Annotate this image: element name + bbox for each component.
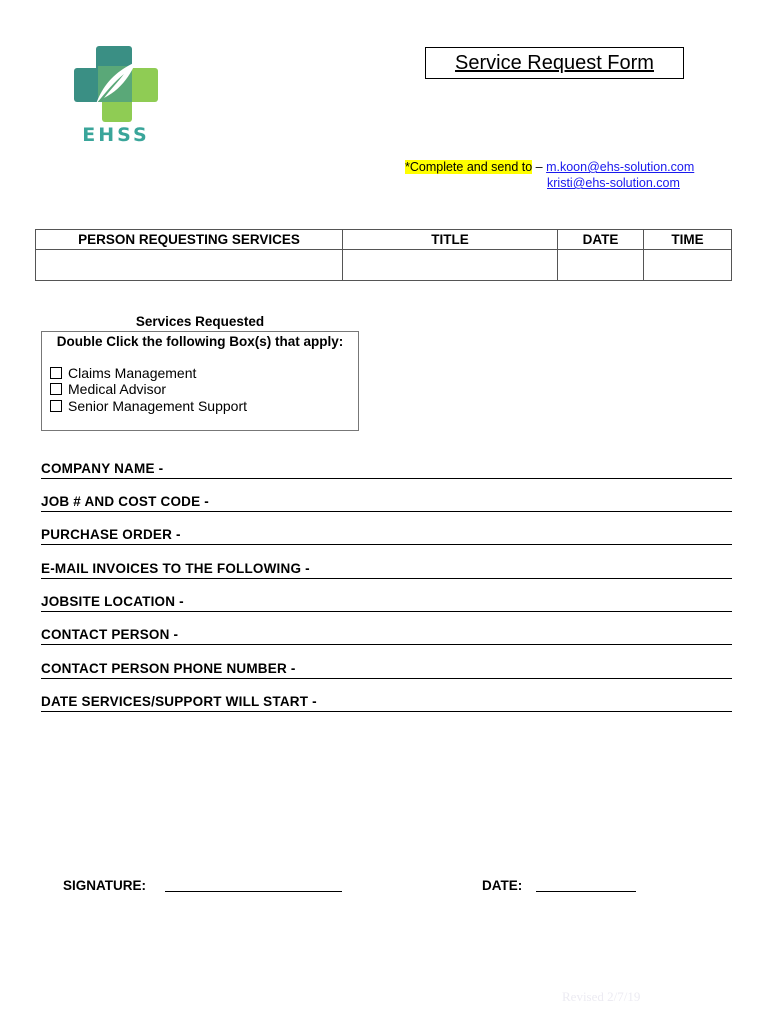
email-link-mkoon[interactable]: m.koon@ehs-solution.com: [546, 160, 695, 174]
signature-line[interactable]: [165, 891, 342, 892]
checkbox[interactable]: [50, 367, 62, 379]
company-name-field[interactable]: COMPANY NAME -: [41, 461, 732, 479]
checkbox[interactable]: [50, 400, 62, 412]
form-title: Service Request Form: [455, 51, 654, 74]
jobsite-location-field[interactable]: JOBSITE LOCATION -: [41, 594, 732, 612]
job-cost-code-field[interactable]: JOB # AND COST CODE -: [41, 494, 732, 512]
services-box: [41, 331, 359, 431]
services-instruction: Double Click the following Box(s) that apply:: [56, 334, 344, 349]
request-table: [35, 229, 732, 281]
email-link-kristi[interactable]: kristi@ehs-solution.com: [547, 176, 680, 190]
send-to-dash: –: [535, 160, 543, 174]
purchase-order-field[interactable]: PURCHASE ORDER -: [41, 527, 732, 545]
checkbox[interactable]: [50, 383, 62, 395]
time-cell[interactable]: [644, 250, 732, 281]
send-to-line: [405, 160, 694, 175]
email-invoices-field[interactable]: E-MAIL INVOICES TO THE FOLLOWING -: [41, 561, 732, 579]
table-header-row: [36, 230, 732, 250]
col-header-title: TITLE: [343, 230, 558, 250]
form-title-box: [425, 47, 684, 79]
person-cell[interactable]: [36, 250, 343, 281]
service-option-claims[interactable]: [50, 365, 196, 381]
signature-label: SIGNATURE:: [63, 878, 146, 893]
revised-note: Revised 2/7/19: [562, 989, 641, 1004]
col-header-time: TIME: [644, 230, 732, 250]
logo-text: EHSS: [82, 124, 150, 146]
send-to-line-2: [547, 176, 680, 191]
service-option-label: Senior Management Support: [68, 398, 247, 414]
service-option-senior[interactable]: [50, 398, 247, 414]
col-header-person: PERSON REQUESTING SERVICES: [36, 230, 343, 250]
send-to-note: *Complete and send to: [405, 160, 533, 174]
date-cell[interactable]: [558, 250, 644, 281]
contact-phone-field[interactable]: CONTACT PERSON PHONE NUMBER -: [41, 661, 732, 679]
title-cell[interactable]: [343, 250, 558, 281]
service-option-medical[interactable]: [50, 381, 166, 397]
date-label: DATE:: [482, 878, 523, 893]
contact-person-field[interactable]: CONTACT PERSON -: [41, 627, 732, 645]
table-row: [36, 250, 732, 281]
service-option-label: Claims Management: [68, 365, 197, 381]
date-line[interactable]: [536, 891, 636, 892]
col-header-date: DATE: [558, 230, 644, 250]
service-option-label: Medical Advisor: [68, 381, 167, 397]
start-date-field[interactable]: DATE SERVICES/SUPPORT WILL START -: [41, 694, 732, 712]
services-title: Services Requested: [135, 314, 265, 329]
